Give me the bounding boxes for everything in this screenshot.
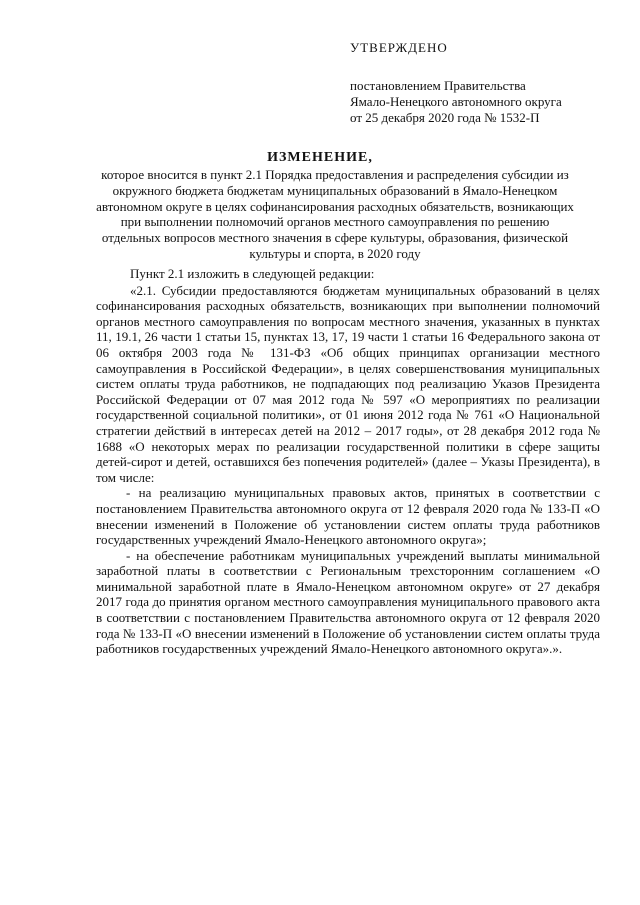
approval-line-2: Ямало-Ненецкого автономного округа <box>350 94 562 109</box>
approval-line-1: постановлением Правительства <box>350 78 526 93</box>
list-item-2: - на обеспечение работникам муниципальных учреждений выплаты минимальной заработной платы в соответствии с Региональным трехсторонним соглашением «О минимальной заработной плате в Ямало-Ненецком автономном округе» от 27 декабря 2017 года до принятия органом местного самоуправления муниципального правового акта в соответствии с постановлением Правительства автономного округа от 12 февраля 2020 года № 133-П «О внесении изменений в Положение об установлении систем оплаты труда работников государственных учреждений Ямало-Ненецкого автономного округа».». <box>96 547 600 657</box>
approval-heading: УТВЕРЖДЕНО <box>350 40 448 55</box>
document-body <box>96 266 600 657</box>
intro-paragraph: Пункт 2.1 изложить в следующей редакции: <box>130 266 375 281</box>
list-item-1: - на реализацию муниципальных правовых актов, принятых в соответствии с постановлением Правительства автономного округа от 12 февраля 2020 года № 133-П «О внесении изменений в Положение об установлении систем оплаты труда работников государственных учреждений Ямало-Ненецкого автономного округа»; <box>96 485 600 548</box>
document-title: ИЗМЕНЕНИЕ, <box>267 150 373 165</box>
approval-block <box>350 40 620 126</box>
approval-line-3: от 25 декабря 2020 года № 1532-П <box>350 110 540 125</box>
main-paragraph: «2.1. Субсидии предоставляются бюджетам муниципальных образований в целях софинансирования расходных обязательств, возникающих при выполнении полномочий органов местного самоуправления по вопросам местного значения, указанных в пунктах 11, 19.1, 26 части 1 статьи 15, пунктах 13, 17, 19 части 1 статьи 16 Федерального закона от 06 октября 2003 года № 131-ФЗ «Об общих принципах организации местного самоуправления в Российской Федерации», в целях совершенствования муниципальных систем оплаты труда работников, не подпадающих под реализацию Указов Президента Российской Федерации от 07 мая 2012 года № 597 «О мероприятиях по реализации государственной социальной политики», от 01 июня 2012 года № 761 «О Национальной стратегии действий в интересах детей на 2012 – 2017 годы», от 28 декабря 2012 года № 1688 «О некоторых мерах по реализации государственной политики в сфере защиты детей-сирот и детей, оставшихся без попечения родителей» (далее – Указы Президента), в том числе: <box>96 282 600 485</box>
document-subtitle: которое вносится в пункт 2.1 Порядка предоставления и распределения субсидии из окружного бюджета бюджетам муниципальных образований в Ямало-Ненецком автономном округе в целях софинансирования расходных обязательств, возникающих при выполнении полномочий органов местного самоуправления по решению отдельных вопросов местного значения в сфере культуры, образования, физической культуры и спорта, в 2020 году <box>96 167 574 261</box>
